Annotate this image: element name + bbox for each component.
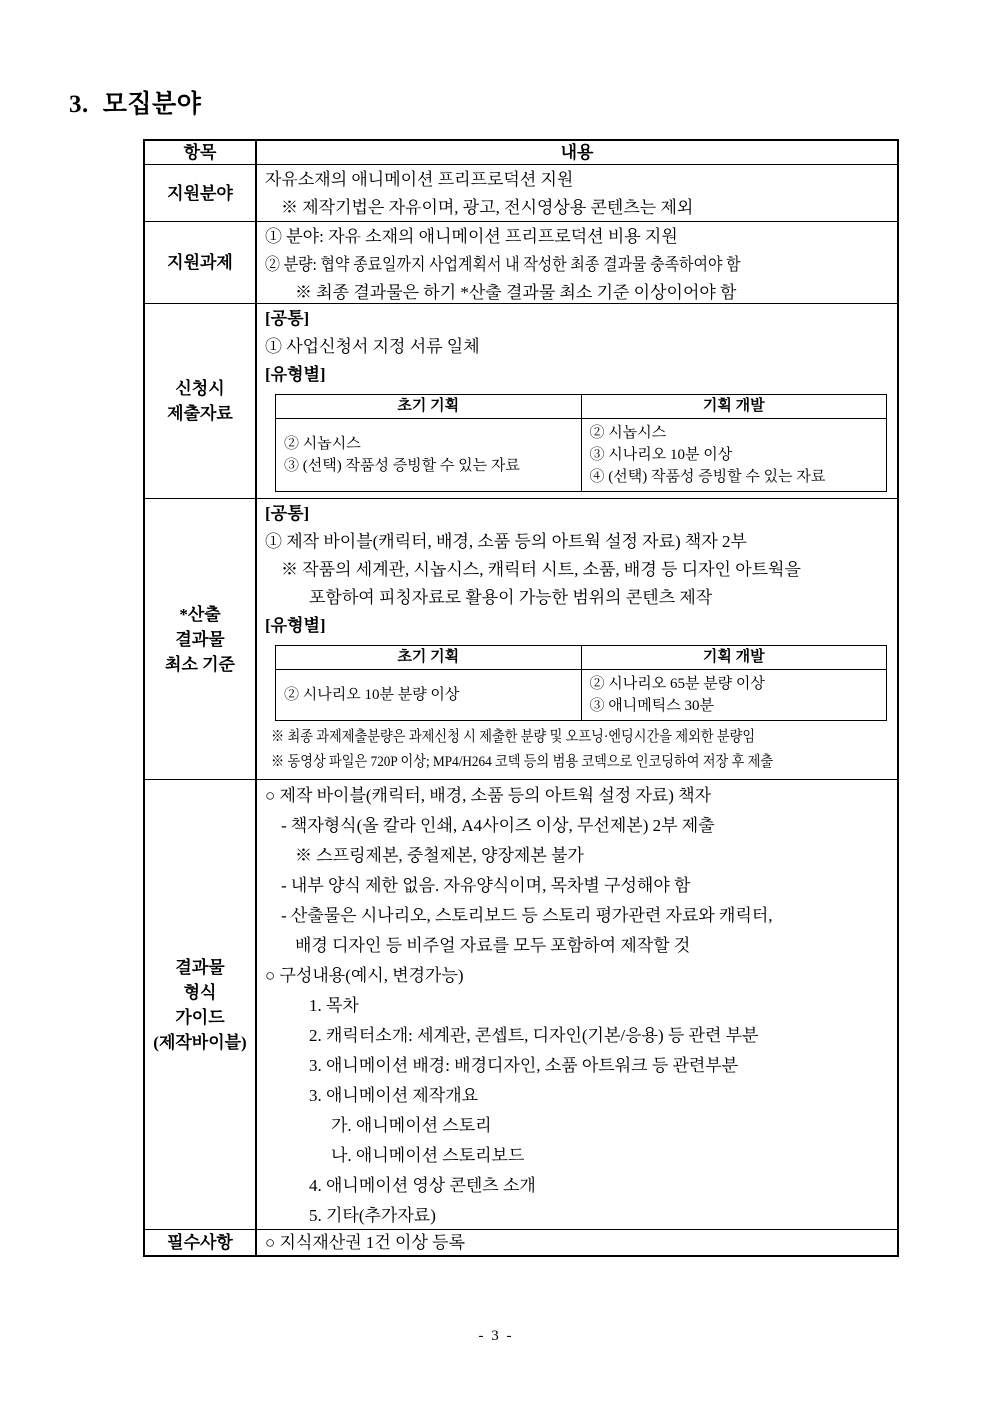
page-number: - 3 - [478,1328,514,1344]
label-line: *산출 [179,604,221,624]
cell-plan-development [582,419,887,491]
text-line: ※ 최종 결과물은 하기 *산출 결과물 최소 기준 이상이어야 함 [295,283,737,302]
output-type-table [275,645,887,721]
label-line: 최소 기준 [165,654,235,674]
row-label-support-field: 지원분야 [145,165,257,221]
text-line: ② 분량: 협약 종료일까지 사업계획서 내 작성한 최종 결과물 충족하여야 함 [265,255,741,274]
row-label-requirements: 필수사항 [145,1230,257,1255]
docs-type-table [275,394,887,492]
text-line: 4. 애니메이션 영상 콘텐츠 소개 [309,1176,536,1195]
text-line: ※ 제작기법은 자유이며, 광고, 전시영상용 콘텐츠는 제외 [281,198,694,217]
text-line: ※ 작품의 세계관, 시놉시스, 캐릭터 시트, 소품, 배경 등 디자인 아트웍을 [281,560,801,579]
note-line: ※ 동영상 파일은 720P 이상; MP4/H264 코덱 등의 범용 코덱으로 인코딩하여 저장 후 제출 [271,754,774,770]
text-line: 5. 기타(추가자료) [309,1206,436,1225]
row-content-support-field [257,165,897,221]
label-line: 형식 [183,982,217,1002]
text-line: 가. 애니메이션 스토리 [331,1116,492,1135]
row-label-support-task: 지원과제 [145,222,257,303]
docs-type-table-header [276,395,886,419]
text-line: ① 분야: 자유 소재의 애니메이션 프리프로덕션 비용 지원 [265,227,678,246]
table-row-requirements [145,1229,897,1255]
table-row-support-task [145,221,897,303]
text-line: 2. 캐릭터소개: 세계관, 콘셉트, 디자인(기본/응용) 등 관련 부분 [309,1026,759,1045]
text-line: ○ 구성내용(예시, 변경가능) [265,966,464,985]
text-line: ④ (선택) 작품성 증빙할 수 있는 자료 [589,469,826,485]
note-line: ※ 최종 과제제출분량은 과제신청 시 제출한 분량 및 오프닝·엔딩시간을 제외한 분량임 [271,729,756,745]
label-line: 결과물 [175,957,225,977]
text-line: ② 시나리오 65분 분량 이상 [589,676,765,692]
label-line: 신청시 [175,379,225,398]
text-line: 배경 디자인 등 비주얼 자료를 모두 포함하여 제작할 것 [295,936,691,955]
common-heading: [공통] [265,309,310,328]
row-label-format-guide [145,780,257,1229]
row-content-requirements [257,1230,897,1255]
common-heading: [공통] [265,504,310,523]
text-line: ② 시놉시스 [284,436,361,452]
text-line: - 책자형식(올 칼라 인쇄, A4사이즈 이상, 무선제본) 2부 제출 [281,816,715,835]
docs-type-table-body [276,419,886,491]
column-header-item: 항목 [145,141,257,164]
text-line: 자유소재의 애니메이션 프리프로덕션 지원 [265,170,574,189]
output-type-table-body [276,670,886,720]
text-line: 포함하여 피칭자료로 활용이 가능한 범위의 콘텐츠 제작 [309,588,713,607]
row-content-application-docs [257,304,897,498]
label-line: 가이드 [175,1007,225,1027]
row-label-min-output [145,499,257,779]
section-title: 모집분야 [102,91,202,118]
row-label-application-docs [145,304,257,498]
text-line: ○ 제작 바이블(캐릭터, 배경, 소품 등의 아트웍 설정 자료) 책자 [265,786,712,805]
cell-early-planning [276,670,582,720]
label-line: 결과물 [175,629,225,649]
table-row-support-field [145,164,897,221]
output-type-table-header [276,646,886,670]
section-number: 3. [69,91,89,118]
row-content-min-output [257,499,897,779]
recruitment-table [143,139,899,1257]
bytype-heading: [유형별] [265,365,326,384]
text-line: - 내부 양식 제한 없음. 자유양식이며, 목차별 구성해야 함 [281,876,691,895]
label-line: (제작바이블) [153,1032,247,1052]
text-line: 나. 애니메이션 스토리보드 [331,1146,525,1165]
cell-plan-development [582,670,887,720]
column-header-early-planning: 초기 기획 [276,395,582,418]
table-row-application-docs [145,303,897,498]
text-line: ③ 애니메틱스 30분 [589,698,714,714]
label-line: 제출자료 [167,404,233,423]
column-header-content: 내용 [560,142,594,162]
row-content-support-task [257,222,897,303]
text-line: 3. 애니메이션 제작개요 [309,1086,479,1105]
text-line: - 산출물은 시나리오, 스토리보드 등 스토리 평가관련 자료와 캐릭터, [281,906,773,925]
column-header-plan-development: 기획 개발 [702,398,765,414]
text-line: ② 시나리오 10분 분량 이상 [284,687,460,703]
text-line: 3. 애니메이션 배경: 배경디자인, 소품 아트워크 등 관련부분 [309,1056,739,1075]
table-header-row [145,141,897,164]
bytype-heading: [유형별] [265,616,326,635]
page-title [69,84,201,120]
text-line: ② 시놉시스 [589,425,667,441]
table-row-format-guide [145,779,897,1229]
column-header-early-planning: 초기 기획 [276,646,582,669]
text-line: ③ (선택) 작품성 증빙할 수 있는 자료 [284,458,520,474]
row-content-format-guide [257,780,897,1229]
text-line: 1. 목차 [309,996,359,1015]
table-row-min-output [145,498,897,779]
text-line: ③ 시나리오 10분 이상 [589,447,733,463]
column-header-plan-development: 기획 개발 [702,649,765,665]
text-line: ① 제작 바이블(캐릭터, 배경, 소품 등의 아트웍 설정 자료) 책자 2부 [265,532,747,551]
text-line: ① 사업신청서 지정 서류 일체 [265,337,480,356]
cell-early-planning [276,419,582,491]
text-line: ○ 지식재산권 1건 이상 등록 [265,1233,465,1252]
text-line: ※ 스프링제본, 중철제본, 양장제본 불가 [295,846,584,865]
